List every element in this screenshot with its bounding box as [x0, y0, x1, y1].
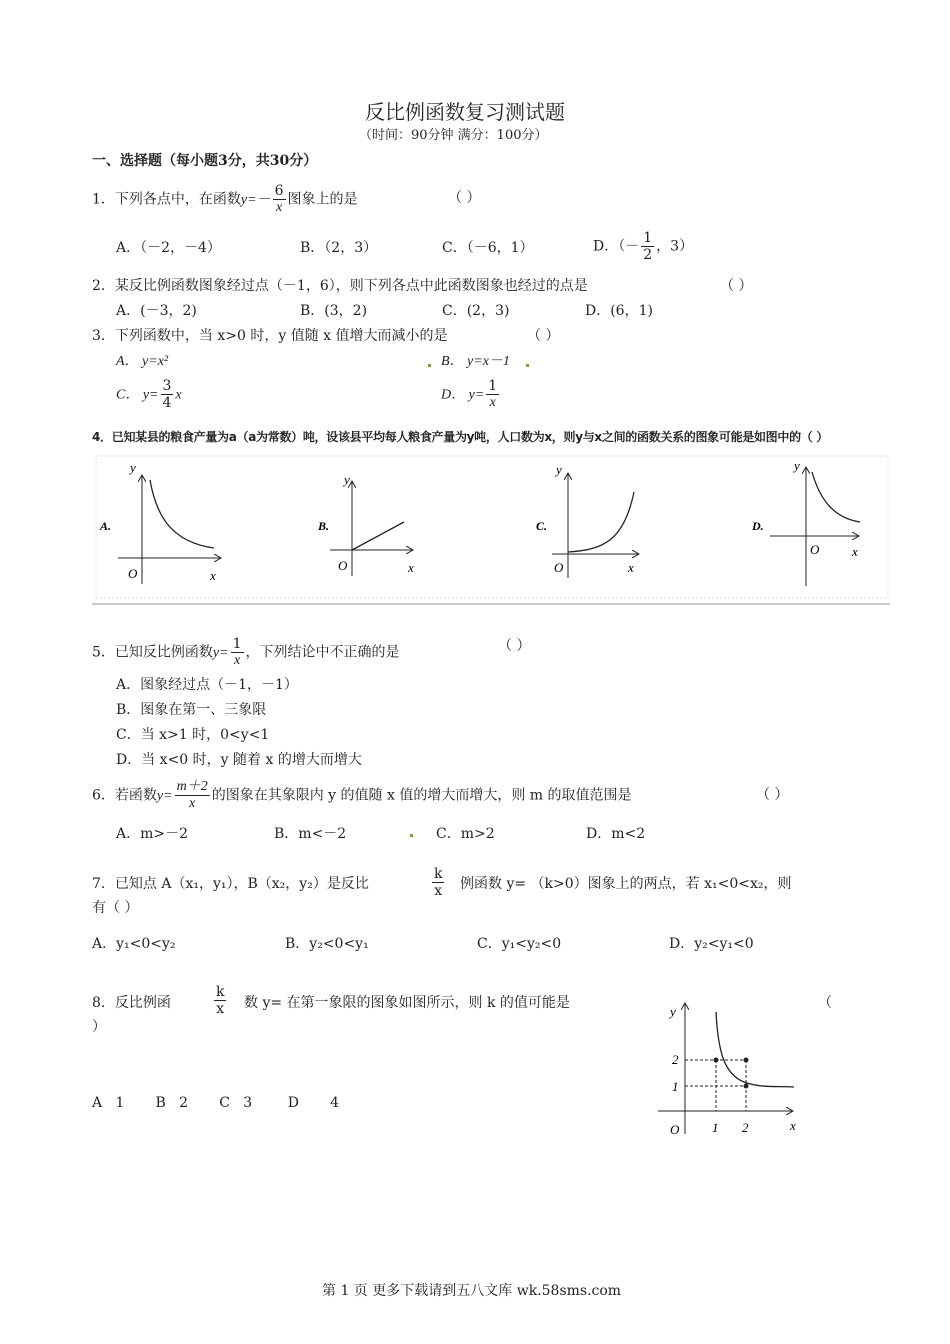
q1-option-d-text-b: ，3） [656, 238, 694, 255]
question-1-formula: y=－ [240, 192, 271, 208]
y-tick-1: 1 [672, 1079, 679, 1094]
axis-y-label: y [344, 472, 350, 487]
graph-c [536, 462, 638, 578]
question-7-text-a: 7．已知点 A（x₁，y₁），B（x₂，y₂）是反比 [92, 876, 369, 892]
x-tick-2: 2 [742, 1120, 749, 1135]
origin-label: O [554, 560, 564, 575]
axis-y-label: y [794, 458, 800, 473]
stray-mark [410, 834, 413, 837]
q5-option-b: B．图象在第一、三象限 [116, 702, 267, 718]
q7-option-d: D．y₂<y₁<0 [669, 936, 754, 952]
fraction-denominator: 4 [162, 395, 172, 411]
curve-d [812, 472, 860, 522]
curve-a [150, 480, 214, 548]
fraction-numerator: 1 [488, 378, 498, 394]
question-8-text-b: 数 y= 在第一象限的图象如图所示，则 k 的值可能是 [244, 995, 570, 1011]
question-6-stem [92, 779, 632, 812]
fraction-denominator: x [489, 395, 496, 410]
question-2-paren: （ ） [720, 278, 753, 294]
question-7-text-c: 有（ ） [92, 900, 139, 916]
q3-option-d [441, 378, 501, 411]
stray-mark [428, 364, 431, 367]
q1-option-c: C．（－6，1） [442, 240, 534, 256]
axis-x-label: x [628, 560, 634, 575]
page-footer: 第 1 页 更多下载请到五八文库 wk.58sms.com [322, 1283, 622, 1299]
fraction-denominator: x [214, 1000, 226, 1017]
axis-y-label: y [670, 1004, 676, 1019]
question-4-graphs [92, 452, 892, 608]
q5-option-c: C．当 x>1 时，0<y<1 [116, 727, 270, 743]
graph-d-label: D. [752, 519, 764, 533]
question-2-stem: 2．某反比例函数图象经过点（－1，6），则下列各点中此函数图象也经过的点是 [92, 278, 588, 294]
question-7-fraction [430, 866, 446, 899]
x-tick-1: 1 [712, 1120, 719, 1135]
question-6-text-a: 6．若函数 [92, 787, 157, 804]
origin-label: O [338, 558, 348, 573]
question-6-text-b: 的图象在其象限内 y 的值随 x 值的增大而增大，则 m 的取值范围是 [211, 787, 632, 804]
graph-c-label: C. [536, 519, 548, 533]
q3-option-d-text: D． y= [441, 387, 485, 403]
q5-option-d: D．当 x<0 时，y 随着 x 的增大而增大 [116, 752, 362, 768]
question-5-text-b: ，下列结论中不正确的是 [245, 644, 400, 661]
question-1-fraction [273, 183, 286, 216]
axis-y-label: y [556, 462, 562, 477]
curve [716, 1012, 794, 1087]
fraction-numerator: 3 [162, 378, 172, 394]
q1-option-b: B．（2，3） [300, 240, 378, 256]
fraction [214, 984, 226, 1017]
axis-x-label: x [408, 560, 414, 575]
fraction [432, 866, 444, 899]
q6-option-d: D．m<2 [586, 826, 646, 842]
question-5-stem [92, 636, 400, 669]
q3-option-c [116, 378, 182, 411]
question-8-graph [652, 996, 812, 1142]
q6-option-b: B．m<－2 [274, 826, 347, 842]
q1-option-d [593, 230, 693, 263]
q3-option-b: B． y=x－1 [441, 354, 510, 369]
q7-option-b: B．y₂<0<y₁ [285, 936, 369, 952]
origin-label: O [810, 542, 820, 557]
line-b [352, 522, 404, 550]
axis-x-label: x [210, 568, 216, 583]
question-4-stem: 4．已知某县的粮食产量为a（a为常数）吨，设该县平均每人粮食产量为y吨，人口数为x，则y与x之间的函数关系的图象可能是如图中的（ ） [92, 430, 829, 444]
q7-option-c: C．y₁<y₂<0 [477, 936, 562, 952]
q2-option-b: B．(3，2) [300, 303, 368, 319]
point [714, 1058, 719, 1063]
curve-c [568, 492, 634, 552]
graph-a-label: A. [100, 519, 112, 533]
q3-option-c-fraction [161, 378, 174, 411]
q2-option-a: A．(－3，2) [116, 303, 197, 319]
question-6-paren: （ ） [756, 787, 789, 803]
question-7-text-b: 例函数 y= （k>0）图象上的两点，若 x₁<0<x₂，则 [460, 876, 792, 892]
fraction-numerator: k [434, 866, 443, 882]
axis-x-label: x [852, 544, 858, 559]
q2-option-c: C．(2，3) [442, 303, 510, 319]
question-3-paren: （ ） [527, 328, 560, 344]
page-subtitle: （时间：90分钟 满分：100分） [359, 128, 548, 143]
fraction-denominator: x [189, 796, 196, 811]
graph-a [99, 460, 220, 584]
q3-option-d-fraction [486, 378, 499, 411]
origin-label: O [128, 566, 138, 581]
question-5-paren: （ ） [498, 638, 531, 654]
question-8-paren-open: （ [818, 995, 832, 1011]
question-1-text-a: 1．下列各点中，在函数 [92, 191, 241, 208]
question-5-formula: y= [212, 645, 229, 661]
graph-d [751, 458, 860, 586]
question-3-stem: 3．下列函数中，当 x>0 时，y 值随 x 值增大而减小的是 [92, 328, 448, 344]
fraction-denominator: x [432, 882, 444, 899]
origin-label: O [670, 1122, 680, 1137]
stray-mark [526, 364, 529, 367]
point [744, 1058, 749, 1063]
q3-option-a: A． y=x² [116, 354, 169, 369]
question-1-paren: （ ） [448, 190, 481, 206]
q3-option-c-text-a: C． y= [116, 387, 159, 403]
fraction-numerator: k [216, 984, 225, 1000]
question-6-formula: y= [156, 788, 173, 804]
fraction-numerator: 1 [643, 230, 653, 246]
graph-b-label: B. [318, 519, 330, 533]
axis-y-label: y [130, 460, 136, 475]
axis-x-label: x [790, 1118, 796, 1133]
fraction-numerator: 1 [232, 636, 242, 652]
question-6-fraction [175, 779, 210, 812]
q1-option-d-fraction [641, 230, 654, 263]
fraction-numerator: 6 [274, 183, 284, 199]
question-1-text-b: 图象上的是 [287, 191, 358, 208]
y-tick-2: 2 [672, 1052, 679, 1067]
question-5-text-a: 5．已知反比例函数 [92, 644, 213, 661]
question-8-paren-close: ） [92, 1019, 106, 1035]
q3-option-c-text-b: x [175, 387, 182, 403]
point [744, 1084, 749, 1089]
q6-option-c: C．m>2 [436, 826, 495, 842]
q2-option-d: D．(6，1) [585, 303, 653, 319]
page-title: 反比例函数复习测试题 [365, 100, 565, 124]
q1-option-d-text-a: D．（－ [593, 238, 640, 255]
question-5-fraction [231, 636, 244, 669]
q5-option-a: A．图象经过点（－1，－1） [116, 677, 298, 693]
fraction-numerator: m＋2 [176, 779, 208, 794]
q7-option-a: A．y₁<0<y₂ [92, 936, 176, 952]
q6-option-a: A．m>－2 [116, 826, 189, 842]
question-8-text-a: 8．反比例函 [92, 995, 171, 1011]
q8-options: A 1 B 2 C 3 D 4 [92, 1095, 340, 1111]
fraction-denominator: x [233, 653, 241, 668]
question-1-stem [92, 183, 358, 216]
q1-option-a: A．（－2，－4） [116, 240, 221, 256]
fraction-denominator: 2 [643, 247, 653, 263]
question-8-fraction [212, 984, 228, 1017]
section-heading: 一、选择题（每小题3分，共30分） [92, 153, 318, 169]
fraction-denominator: x [275, 200, 283, 215]
graph-b [317, 472, 414, 576]
